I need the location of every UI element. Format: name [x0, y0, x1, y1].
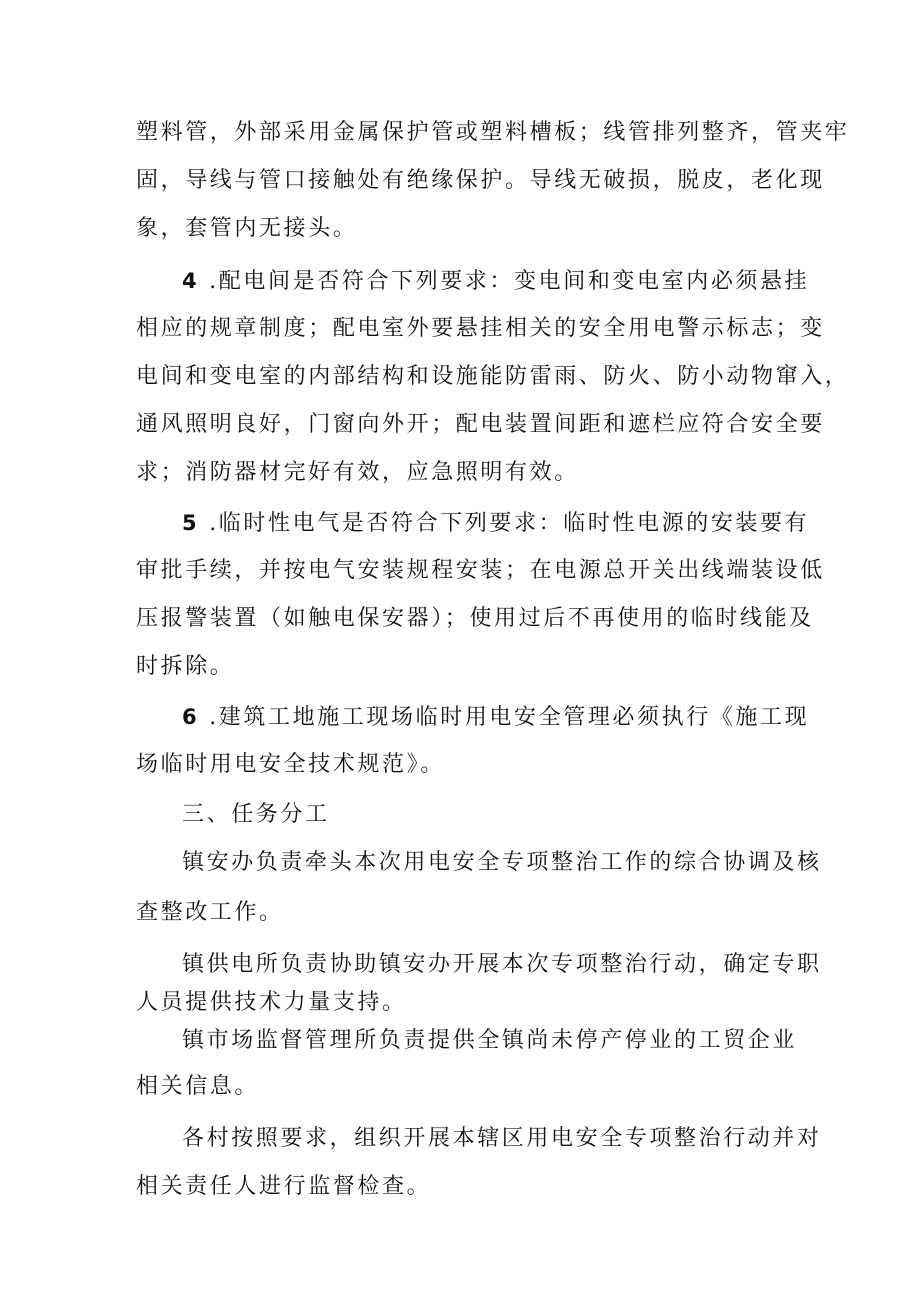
- text-line: 相关责任人进行监督检查。: [136, 1174, 432, 1199]
- text-line: 场临时用电安全技术规范》。: [136, 752, 445, 777]
- text-line: 压报警装置（如触电保安器）；使用过后不再使用的临时线能及: [136, 606, 814, 631]
- numbered-item-5: [182, 508, 809, 539]
- text-line: 查整改工作。: [136, 900, 284, 925]
- text-line: 象，套管内无接头。: [136, 216, 358, 241]
- section-heading: 三、任务分工: [182, 802, 330, 827]
- text-line: .建筑工地施工现场临时用电安全管理必须执行《施工现: [209, 705, 810, 730]
- text-line: 审批手续，并按电气安装规程安装；在电源总开关出线端装设低: [136, 558, 825, 583]
- text-line: 通风照明良好，门窗向外开；配电装置间距和遮栏应符合安全要: [136, 412, 825, 437]
- numbered-item-6: [182, 702, 809, 733]
- text-line: .配电间是否符合下列要求：变电间和变电室内必须悬挂: [209, 269, 810, 294]
- text-line: .临时性电气是否符合下列要求：临时性电源的安装要有: [209, 511, 810, 536]
- text-line: 相应的规章制度；配电室外要悬挂相关的安全用电警示标志；变: [136, 316, 825, 341]
- item-number: 6: [182, 705, 200, 729]
- text-line: 塑料管，外部采用金属保护管或塑料槽板；线管排列整齐，管夹牢: [136, 120, 850, 145]
- text-line: 时拆除。: [136, 654, 235, 679]
- text-line: 电间和变电室的内部结构和设施能防雷雨、防火、防小动物窜入，: [136, 364, 850, 389]
- item-number: 5: [182, 511, 200, 535]
- text-line: 固，导线与管口接触处有绝缘保护。导线无破损，脱皮，老化现: [136, 168, 825, 193]
- text-line: 相关信息。: [136, 1074, 260, 1099]
- text-line: 人员提供技术力量支持。: [136, 990, 407, 1015]
- text-line: 镇供电所负责协助镇安办开展本次专项整治行动，确定专职: [182, 952, 822, 977]
- text-line: 各村按照要求，组织开展本辖区用电安全专项整治行动并对: [182, 1126, 822, 1151]
- text-line: 镇安办负责牵头本次用电安全专项整治工作的综合协调及核: [182, 850, 822, 875]
- text-line: 镇市场监督管理所负责提供全镇尚未停产停业的工贸企业: [182, 1028, 798, 1053]
- numbered-item-4: [182, 266, 809, 297]
- text-line: 求；消防器材完好有效，应急照明有效。: [136, 460, 579, 485]
- item-number: 4: [182, 269, 200, 293]
